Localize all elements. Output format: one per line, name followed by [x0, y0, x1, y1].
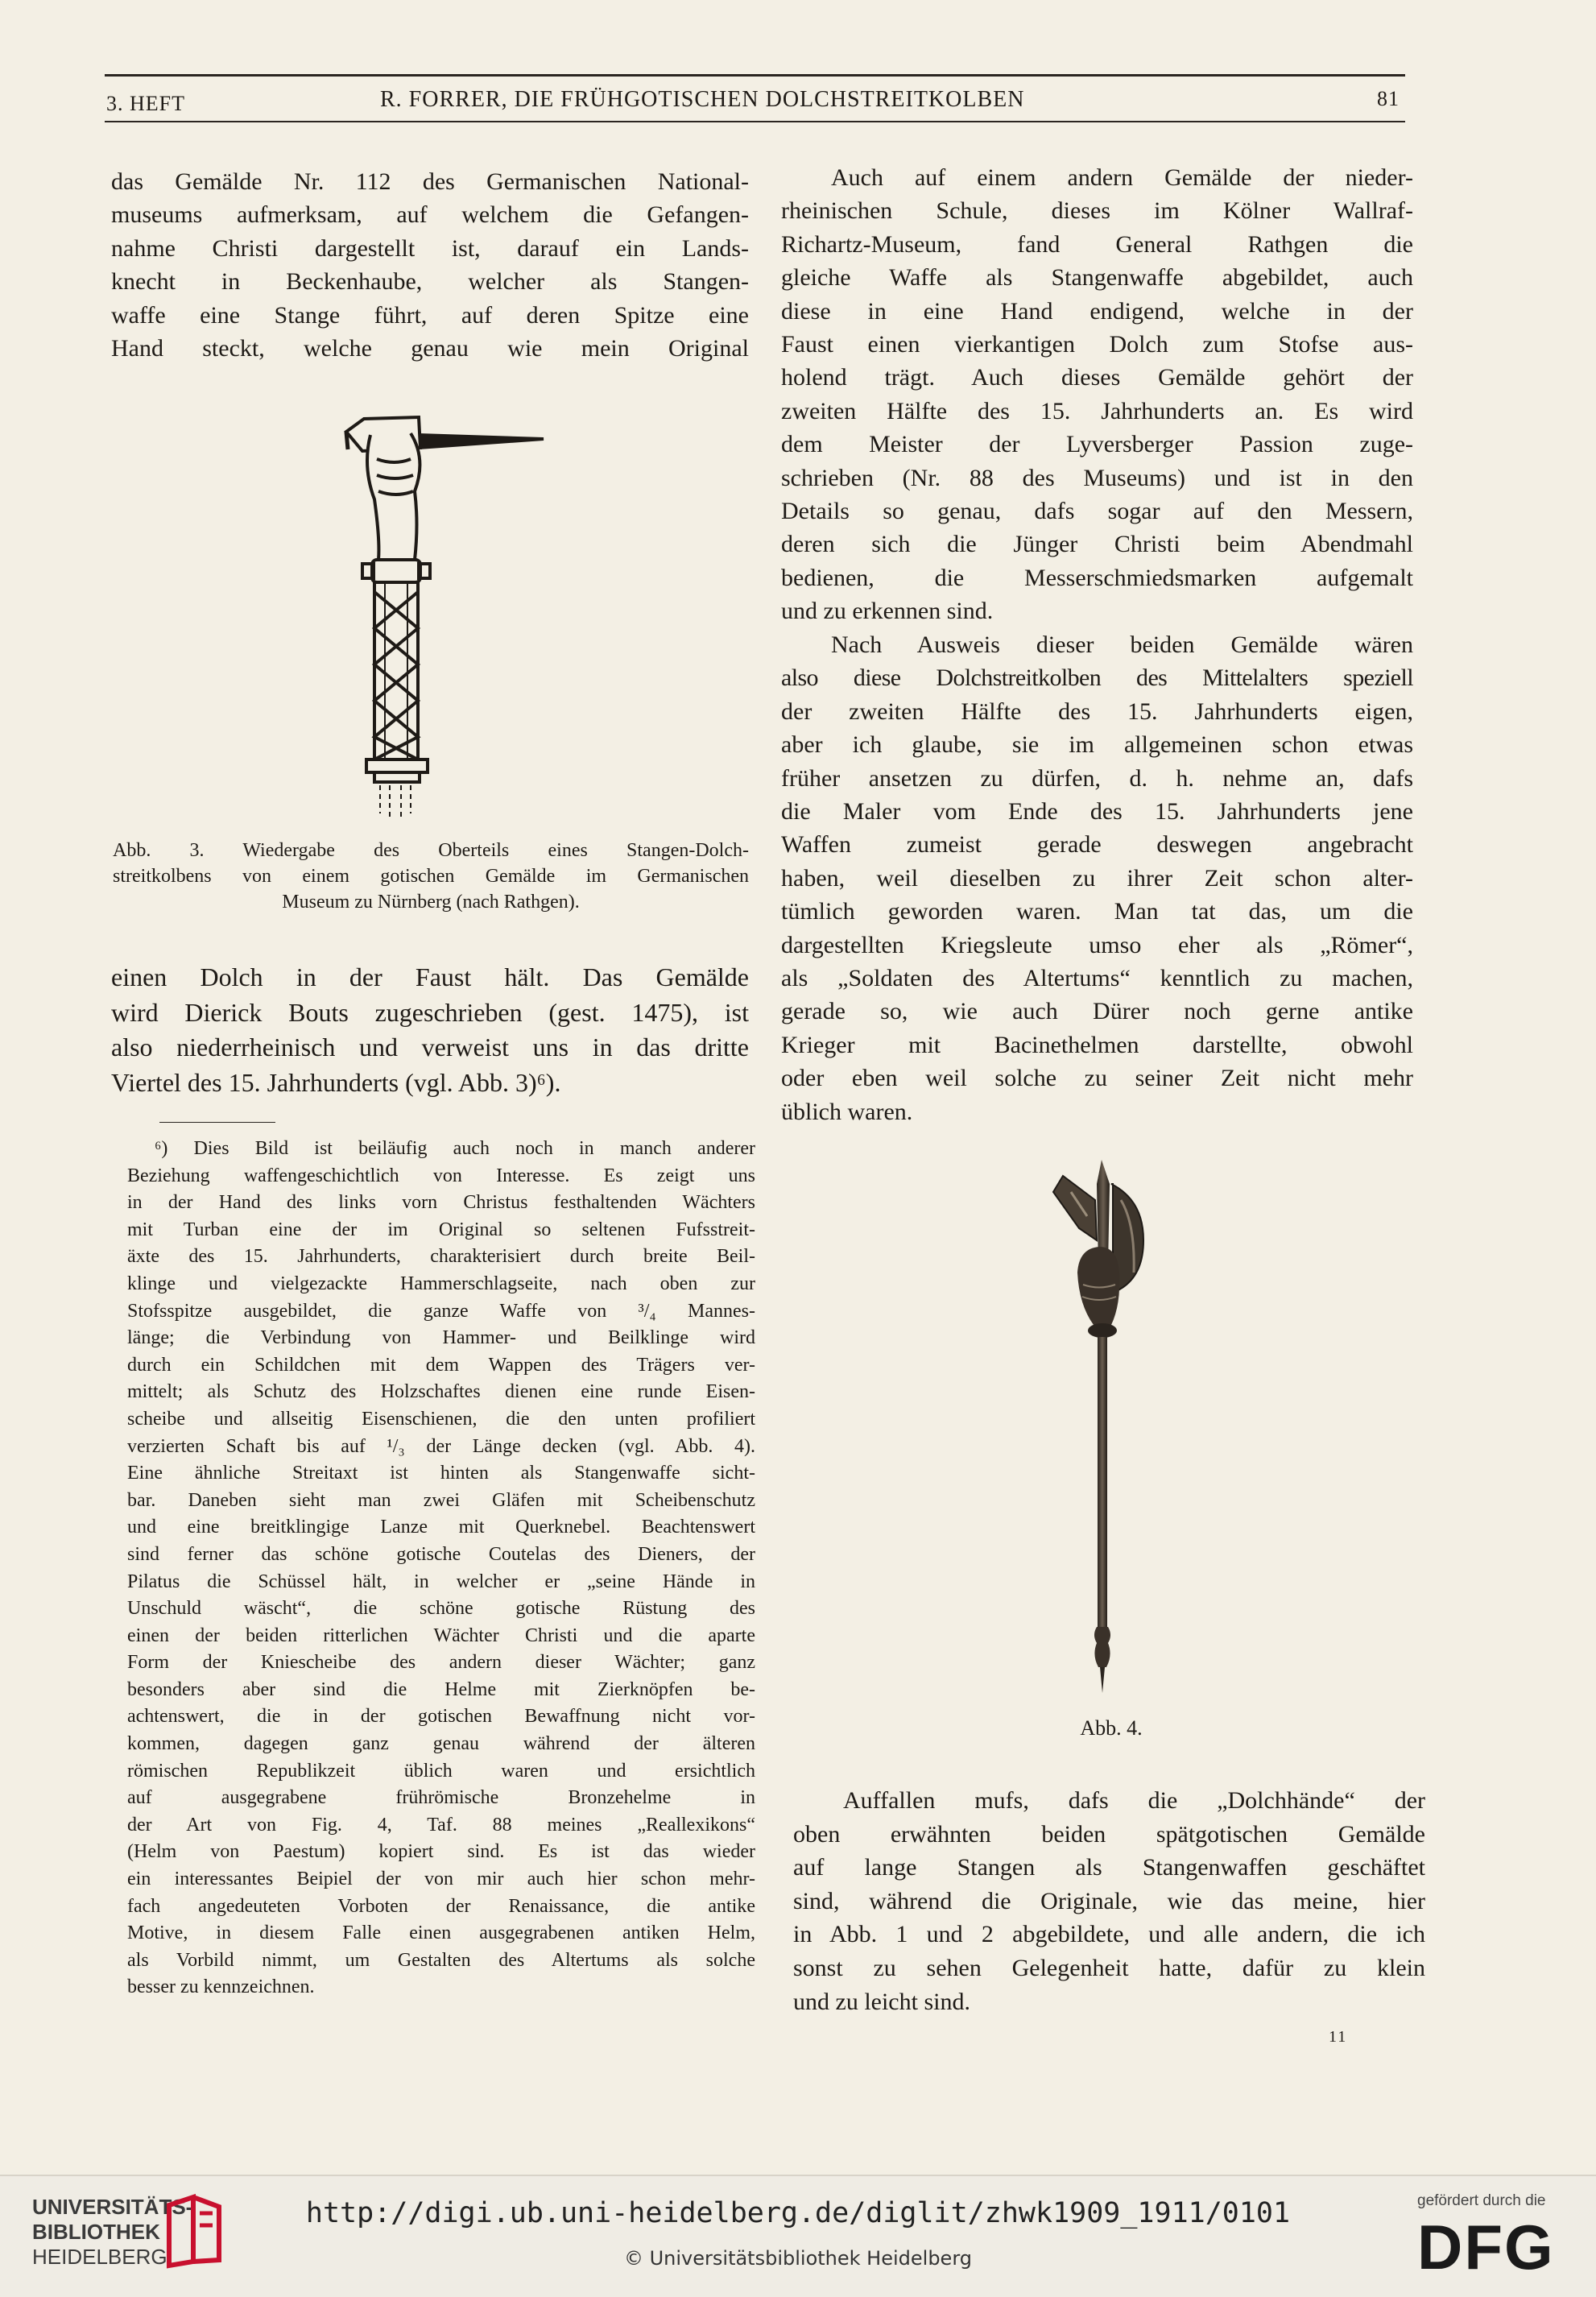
text-line: auf lange Stangen als Stangenwaffen geschäftet: [793, 1854, 1425, 1881]
text-line: einen Dolch in der Faust hält. Das Gemälde: [111, 962, 749, 991]
footnote-line: Beziehung waffengeschichtlich von Interesse. Es zeigt uns: [127, 1165, 755, 1186]
footnote-line: ein interessantes Beipiel der von mir auch hier schon mehr-: [127, 1869, 755, 1890]
header-left: 3. HEFT: [106, 92, 185, 115]
footnote-line: besser zu kennzeichnen.: [127, 1976, 315, 1998]
text-line: sind, während die Originale, wie das meine, hier: [793, 1887, 1425, 1914]
dfg-logo: DFG: [1417, 2212, 1555, 2283]
right-paragraph-2: [781, 628, 1413, 1128]
footnote-line: der Art von Fig. 4, Taf. 88 meines „Reallexikons“: [127, 1814, 755, 1836]
text-line: Auch auf einem andern Gemälde der nieder-: [831, 164, 1413, 191]
footnote-6: [127, 1136, 755, 2001]
library-name-line: UNIVERSITÄTS-: [32, 2195, 193, 2219]
footnote-line: fach angedeuteten Vorboten der Renaissance, die antike: [127, 1895, 755, 1917]
text-line: haben, weil dieselben zu ihrer Zeit schon alter-: [781, 864, 1413, 892]
footnote-line: Pilatus die Schüssel hält, in welcher er „seine Hände in: [127, 1571, 755, 1592]
header-page-number: 81: [1377, 87, 1400, 110]
text-line: und zu erkennen sind.: [781, 598, 994, 625]
digitization-footer: [0, 2175, 1596, 2297]
header-bottom-rule: [105, 121, 1405, 122]
text-line: tümlich geworden waren. Man tat das, um die: [781, 898, 1413, 925]
footnote-line: und eine breitklingige Lanze mit Querknebel. Beachtenswert: [127, 1517, 755, 1538]
footnote-line: (Helm von Paestum) kopiert sind. Es ist das wieder: [127, 1841, 755, 1863]
footnote-line: Eine ähnliche Streitaxt ist hinten als Stangenwaffe sicht-: [127, 1463, 755, 1484]
signature-mark: 11: [1329, 2028, 1348, 2046]
text-line: schrieben (Nr. 88 des Museums) und ist in den: [781, 464, 1413, 491]
text-line: gerade so, wie auch Dürer noch gerne antike: [781, 998, 1413, 1025]
footnote-line: achtenswert, die in der gotischen Bewaffnung nicht vor-: [127, 1706, 755, 1728]
footnote-line: verzierten Schaft bis auf ¹/₃ der Länge decken (vgl. Abb. 4).: [127, 1435, 755, 1457]
right-paragraph-3: [793, 1784, 1425, 2018]
text-line: dargestellten Kriegsleute umso eher als „Römer“,: [781, 931, 1413, 958]
footnote-separator: [159, 1122, 275, 1123]
source-url-link[interactable]: http://digi.ub.uni-heidelberg.de/diglit/zhwk1909_1911/0101: [305, 2197, 1291, 2229]
figure-4-caption: Abb. 4.: [1080, 1716, 1143, 1740]
footnote-line: bar. Daneben sieht man zwei Gläfen mit Scheibenschutz: [127, 1489, 755, 1511]
text-line: Viertel des 15. Jahrhunderts (vgl. Abb. 3)⁶).: [111, 1067, 561, 1097]
text-line: Waffen zumeist gerade deswegen angebracht: [781, 831, 1413, 859]
text-line: Krieger mit Bacinethelmen darstellte, obwohl: [781, 1031, 1413, 1058]
text-line: bedienen, die Messerschmiedsmarken aufgemalt: [781, 564, 1413, 591]
text-line: früher ansetzen zu dürfen, d. h. nehme an, dafs: [781, 764, 1413, 792]
footnote-line: länge; die Verbindung von Hammer- und Beilklinge wird: [127, 1327, 755, 1349]
text-line: Richartz-Museum, fand General Rathgen die: [781, 230, 1413, 258]
left-paragraph-2: [111, 960, 749, 1100]
text-line: als „Soldaten des Altertums“ kenntlich zu machen,: [781, 965, 1413, 992]
footnote-line: klinge und vielgezackte Hammerschlagseite, nach oben zur: [127, 1273, 755, 1294]
text-line: zweiten Hälfte des 15. Jahrhunderts an. Es wird: [781, 397, 1413, 424]
footnote-line: Form der Kniescheibe des andern dieser Wächter; ganz: [127, 1652, 755, 1674]
text-line: aber ich glaube, sie im allgemeinen schon etwas: [781, 731, 1413, 759]
text-line: die Maler vom Ende des 15. Jahrhunderts jene: [781, 798, 1413, 826]
text-line: üblich waren.: [781, 1098, 913, 1125]
copyright-notice: © Universitätsbibliothek Heidelberg: [623, 2247, 972, 2270]
text-line: Nach Ausweis dieser beiden Gemälde wären: [831, 631, 1413, 658]
text-line: oben erwähnten beiden spätgotischen Gemälde: [793, 1820, 1425, 1848]
text-line: rheinischen Schule, dieses im Kölner Wallraf-: [781, 197, 1413, 225]
footnote-line: sind ferner das schöne gotische Coutelas des Dieners, der: [127, 1543, 755, 1565]
text-line: der zweiten Hälfte des 15. Jahrhunderts eigen,: [781, 697, 1413, 725]
text-line: das Gemälde Nr. 112 des Germanischen National-: [111, 168, 749, 195]
figure-4-halberd-illustration: [1023, 1152, 1184, 1699]
footnote-line: ⁶) Dies Bild ist beiläufig auch noch in manch anderer: [155, 1138, 755, 1159]
text-line: waffe eine Stange führt, auf deren Spitze eine: [111, 301, 749, 329]
library-name-line: BIBLIOTHEK: [32, 2220, 160, 2244]
footnote-line: in der Hand des links vorn Christus festhaltenden Wächters: [127, 1192, 755, 1214]
right-paragraph-1: [781, 161, 1413, 628]
footnote-line: auf ausgegrabene frührömische Bronzehelme in: [127, 1787, 755, 1809]
text-line: Details so genau, dafs sogar auf den Messern,: [781, 498, 1413, 525]
footnote-line: durch ein Schildchen mit dem Wappen des Trägers ver-: [127, 1354, 755, 1376]
left-paragraph-1: [111, 165, 749, 365]
footnote-line: äxte des 15. Jahrhunderts, charakterisiert durch breite Beil-: [127, 1246, 755, 1268]
header-title: R. FORRER, DIE FRÜHGOTISCHEN DOLCHSTREITKOLBEN: [380, 87, 1025, 112]
footnote-line: mit Turban eine der im Original so seltenen Fufsstreit-: [127, 1219, 755, 1240]
text-line: gleiche Waffe als Stangenwaffe abgebildet, auch: [781, 264, 1413, 292]
text-line: oder eben weil solche zu seiner Zeit nicht mehr: [781, 1065, 1413, 1092]
text-line: dem Meister der Lyversberger Passion zuge-: [781, 431, 1413, 458]
text-line: sonst zu sehen Gelegenheit hatte, dafür zu klein: [793, 1954, 1425, 1981]
text-line: Faust einen vierkantigen Dolch zum Stofse aus-: [781, 331, 1413, 358]
text-line: wird Dierick Bouts zugeschrieben (gest. 1475), ist: [111, 997, 749, 1027]
footnote-line: Motive, in diesem Falle einen ausgegrabenen antiken Helm,: [127, 1922, 755, 1944]
text-line: also niederrheinisch und verweist uns in das dritte: [111, 1033, 749, 1062]
footnote-line: besonders aber sind die Helme mit Zierknöpfen be-: [127, 1678, 755, 1700]
text-line: diese in eine Hand endigend, welche in der: [781, 297, 1413, 325]
funder-label: gefördert durch die: [1417, 2192, 1546, 2209]
caption-line: streitkolbens von einem gotischen Gemälde im Germanischen: [113, 866, 749, 887]
library-name-line: HEIDELBERG: [32, 2245, 167, 2269]
text-line: museums aufmerksam, auf welchem die Gefangen-: [111, 201, 749, 229]
footnote-line: Stofsspitze ausgebildet, die ganze Waffe von ³/₄ Mannes-: [127, 1300, 755, 1322]
text-line: und zu leicht sind.: [793, 1988, 970, 2015]
footnote-line: einen der beiden ritterlichen Wächter Christi und die aparte: [127, 1624, 755, 1646]
caption-line: Museum zu Nürnberg (nach Rathgen).: [282, 892, 580, 913]
footnote-line: als Vorbild nimmt, um Gestalten des Altertums als solche: [127, 1949, 755, 1971]
text-line: in Abb. 1 und 2 abgebildete, und alle andern, die ich: [793, 1921, 1425, 1948]
figure-3-dagger-mace-illustration: [330, 403, 556, 822]
text-line: also diese Dolchstreitkolben des Mittelalters speziell: [781, 664, 1413, 692]
text-line: Auffallen mufs, dafs die „Dolchhände“ der: [843, 1787, 1425, 1814]
footnote-line: scheibe und allseitig Eisenschienen, die den unten profiliert: [127, 1408, 755, 1430]
footnote-line: römischen Republikzeit üblich waren und ersichtlich: [127, 1760, 755, 1782]
text-line: Hand steckt, welche genau wie mein Original: [111, 335, 749, 362]
caption-line: Abb. 3. Wiedergabe des Oberteils eines Stangen-Dolch-: [113, 840, 749, 861]
text-line: deren sich die Jünger Christi beim Abendmahl: [781, 531, 1413, 558]
text-line: holend trägt. Auch dieses Gemälde gehört der: [781, 364, 1413, 391]
text-line: nahme Christi dargestellt ist, darauf ein Lands-: [111, 234, 749, 262]
footnote-line: mittelt; als Schutz des Holzschaftes dienen eine runde Eisen-: [127, 1381, 755, 1403]
header-top-rule: [105, 74, 1405, 77]
footnote-line: Unschuld wäscht“, die schöne gotische Rüstung des: [127, 1598, 755, 1620]
figure-3-caption: [113, 838, 749, 915]
text-line: knecht in Beckenhaube, welcher als Stangen-: [111, 268, 749, 296]
footnote-line: kommen, dagegen ganz genau während der älteren: [127, 1733, 755, 1755]
